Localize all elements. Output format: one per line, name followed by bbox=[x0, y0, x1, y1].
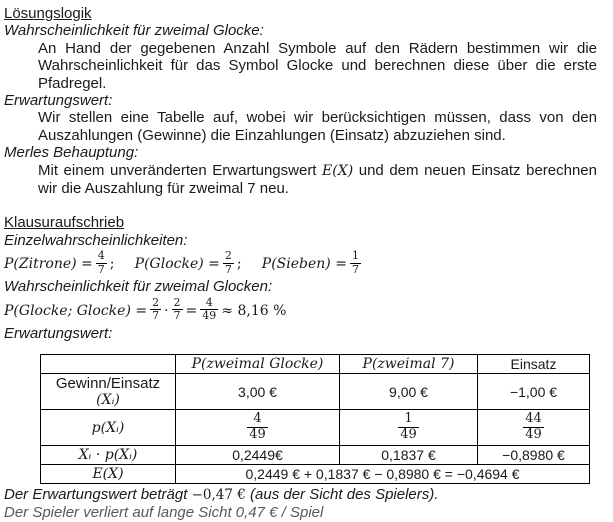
table-header-row bbox=[41, 355, 590, 374]
formula-p-glocke: P(Glocke) = $\frac{2}{7}$ ; bbox=[134, 249, 242, 276]
label-erwartungswert-logik: Erwartungswert: bbox=[4, 92, 113, 110]
cell-einsatz-wert: −1,00 € bbox=[478, 374, 590, 410]
fraction-2-7: $\frac{2}{7}$ bbox=[224, 249, 232, 276]
cell-p-glocke bbox=[176, 410, 340, 446]
fraction-1-49-table: $\frac{1}{49}$ bbox=[400, 411, 417, 443]
cell-xp-einsatz: −0,8980 € bbox=[478, 445, 590, 464]
cell-gewinn-sieben: 9,00 € bbox=[340, 374, 478, 410]
cell-p-sieben bbox=[340, 410, 478, 446]
erwartungswert-table bbox=[40, 354, 590, 484]
row-label-gewinn-einsatz: Gewinn/Einsatz (Xᵢ) bbox=[41, 374, 176, 410]
fraction-4-49-table: $\frac{4}{49}$ bbox=[249, 411, 266, 443]
row-label-ex: E(X) bbox=[41, 464, 176, 483]
math-ex-inline: E(X) bbox=[322, 162, 354, 179]
formula-p-sieben: P(Sieben) = $\frac{1}{7}$ bbox=[261, 249, 359, 276]
cell-xp-glocke: 0,2449€ bbox=[176, 445, 340, 464]
section-heading-klausuraufschrieb: Klausuraufschrieb bbox=[4, 214, 125, 232]
header-cell-einsatz: Einsatz bbox=[478, 355, 590, 374]
conclusion-erwartungswert: Der Erwartungswert beträgt −0,47 € (aus der Sicht des Spielers). bbox=[4, 485, 439, 503]
formula-einzelwahrscheinlichkeiten bbox=[4, 249, 609, 278]
paragraph-text-pre: Mit einem unveränderten Erwartungswert bbox=[38, 161, 323, 179]
cell-gewinn-glocke: 3,00 € bbox=[176, 374, 340, 410]
paragraph-merles-behauptung bbox=[38, 162, 597, 198]
header-cell-zweimal-7: P(zweimal 7) bbox=[340, 355, 478, 374]
fraction-4-7: $\frac{4}{7}$ bbox=[97, 249, 105, 276]
fraction-1-7: $\frac{1}{7}$ bbox=[351, 249, 359, 276]
paragraph-pfadregel: An Hand der gegebenen Anzahl Symbole auf den Rädern bestimmen wir die Wahrscheinlichkeit für das Symbol Glocke und berechnen diese über die erste Pfadregel. bbox=[38, 39, 597, 92]
table-row-erwartungswert bbox=[41, 464, 590, 483]
fraction-2-7-b: $\frac{2}{7}$ bbox=[173, 295, 181, 323]
cell-ex-summe: 0,2449 € + 0,1837 € − 0,8980 € = −0,4694 € bbox=[176, 464, 590, 483]
label-merles-behauptung: Merles Behauptung: bbox=[4, 144, 139, 162]
approx-result: ≈ 8,16 % bbox=[221, 302, 287, 319]
conclusion-verlust: Der Spieler verliert auf lange Sicht 0,47 € / Spiel bbox=[4, 504, 324, 522]
header-cell-empty bbox=[41, 355, 176, 374]
table-row-gewinn-einsatz bbox=[41, 374, 590, 410]
section-heading-loesungslogik: Lösungslogik bbox=[4, 5, 92, 22]
label-erwartungswert-klausur: Erwartungswert: bbox=[4, 324, 113, 342]
row-label-p-xi: p(Xᵢ) bbox=[41, 410, 176, 446]
fraction-4-49: $\frac{4}{49}$ bbox=[202, 295, 217, 323]
label-wahrscheinlichkeit-zweimal-glocke: Wahrscheinlichkeit für zweimal Glocke: bbox=[4, 22, 264, 40]
label-einzelwahrscheinlichkeiten: Einzelwahrscheinlichkeiten: bbox=[4, 231, 188, 249]
table-row-p-xi bbox=[41, 410, 590, 446]
formula-p-zitrone: P(Zitrone) = $\frac{4}{7}$ ; bbox=[4, 249, 115, 276]
paragraph-tabelle-aufstellen: Wir stellen eine Tabelle auf, wobei wir berücksichtigen müssen, dass von den Auszahlungen (Gewinne) die Einzahlungen (Einsatz) abzuziehen sind. bbox=[38, 109, 597, 144]
equals-sign: = bbox=[185, 302, 198, 319]
paragraph-text-post: und dem neuen Einsatz berechnen wir die Auszahlung für zweimal 7 neu. bbox=[38, 161, 597, 198]
multiplication-dot: · bbox=[164, 302, 169, 319]
header-cell-zweimal-glocke: P(zweimal Glocke) bbox=[176, 355, 340, 374]
cell-p-einsatz bbox=[478, 410, 590, 446]
formula-zweimal-glocke bbox=[4, 296, 609, 325]
fraction-44-49-table: $\frac{44}{49}$ bbox=[525, 411, 542, 443]
table-row-xi-p-xi bbox=[41, 445, 590, 464]
cell-xp-sieben: 0,1837 € bbox=[340, 445, 478, 464]
fraction-2-7-a: $\frac{2}{7}$ bbox=[152, 295, 160, 323]
formula-glocke-glocke-pre: P(Glocke; Glocke) = bbox=[4, 302, 148, 319]
row-label-xi-p-xi: Xᵢ · p(Xᵢ) bbox=[41, 445, 176, 464]
label-wahrscheinlichkeit-zweimal-glocken: Wahrscheinlichkeit für zweimal Glocken: bbox=[4, 278, 273, 296]
erwartungswert-value: −0,47 € bbox=[191, 486, 246, 503]
